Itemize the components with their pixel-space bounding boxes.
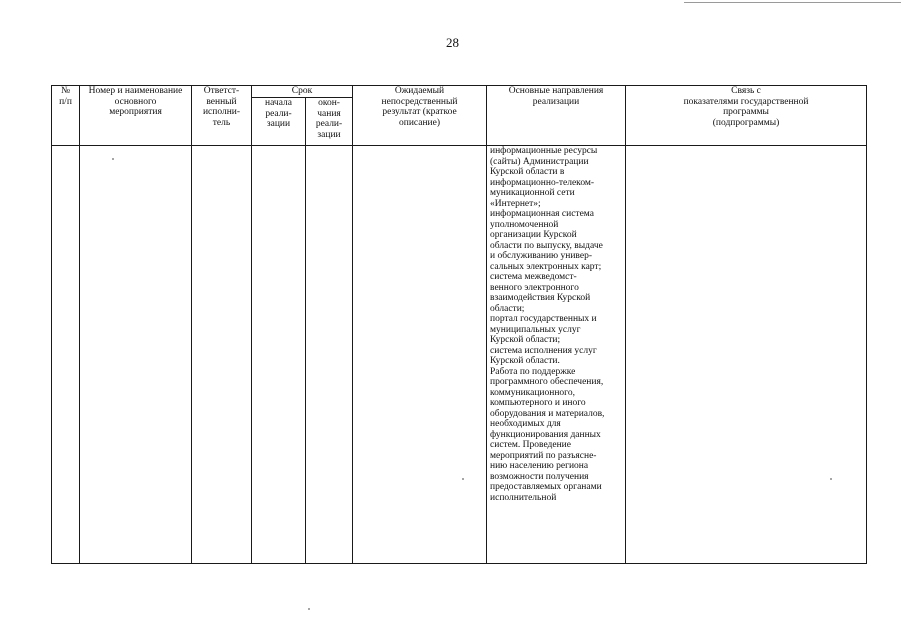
header-num: № п/п bbox=[52, 86, 80, 146]
header-link: Связь с показателями государственной программы (подпрограммы) bbox=[626, 86, 867, 146]
cell-directions: информационные ресурсы (сайты) Администрации Курской области в информационно-телеком- муникационной сети «Интернет»; информационная система уполномоченной организации Курской области по выпуску, выдаче и обслуживанию универ- сальных электронных карт; система межведомст- венного электронного взаимодействия Курской области; портал государственных и муниципальных услуг Курской области; система исполнения услуг Курской области. Работа по поддержке программного обеспечения, коммуникационного, компьютерного и иного оборудования и материалов, необходимых для функционирования данных систем. Проведение мероприятий по разъясне- нию населению региона возможности получения предоставляемых органами исполнительной bbox=[487, 146, 626, 564]
cell-name bbox=[80, 146, 192, 564]
header-name: Номер и наименование основного мероприятия bbox=[80, 86, 192, 146]
scan-speck bbox=[308, 608, 310, 610]
scan-speck bbox=[830, 478, 832, 480]
scan-speck bbox=[112, 158, 114, 160]
cell-link bbox=[626, 146, 867, 564]
top-rule bbox=[684, 2, 901, 3]
header-row-1 bbox=[52, 86, 867, 98]
measures-table bbox=[51, 85, 867, 564]
cell-term-start bbox=[252, 146, 306, 564]
header-term-start: начала реали- зации bbox=[252, 98, 306, 146]
header-term-end: окон- чания реали- зации bbox=[306, 98, 353, 146]
header-term: Срок bbox=[252, 86, 353, 98]
header-result: Ожидаемый непосредственный результат (краткое описание) bbox=[353, 86, 487, 146]
header-directions: Основные направления реализации bbox=[487, 86, 626, 146]
cell-executor bbox=[192, 146, 252, 564]
scan-speck bbox=[462, 478, 464, 480]
table-row bbox=[52, 146, 867, 564]
cell-result bbox=[353, 146, 487, 564]
cell-num bbox=[52, 146, 80, 564]
cell-term-end bbox=[306, 146, 353, 564]
page-number: 28 bbox=[446, 35, 459, 50]
header-executor: Ответст- венный исполни- тель bbox=[192, 86, 252, 146]
